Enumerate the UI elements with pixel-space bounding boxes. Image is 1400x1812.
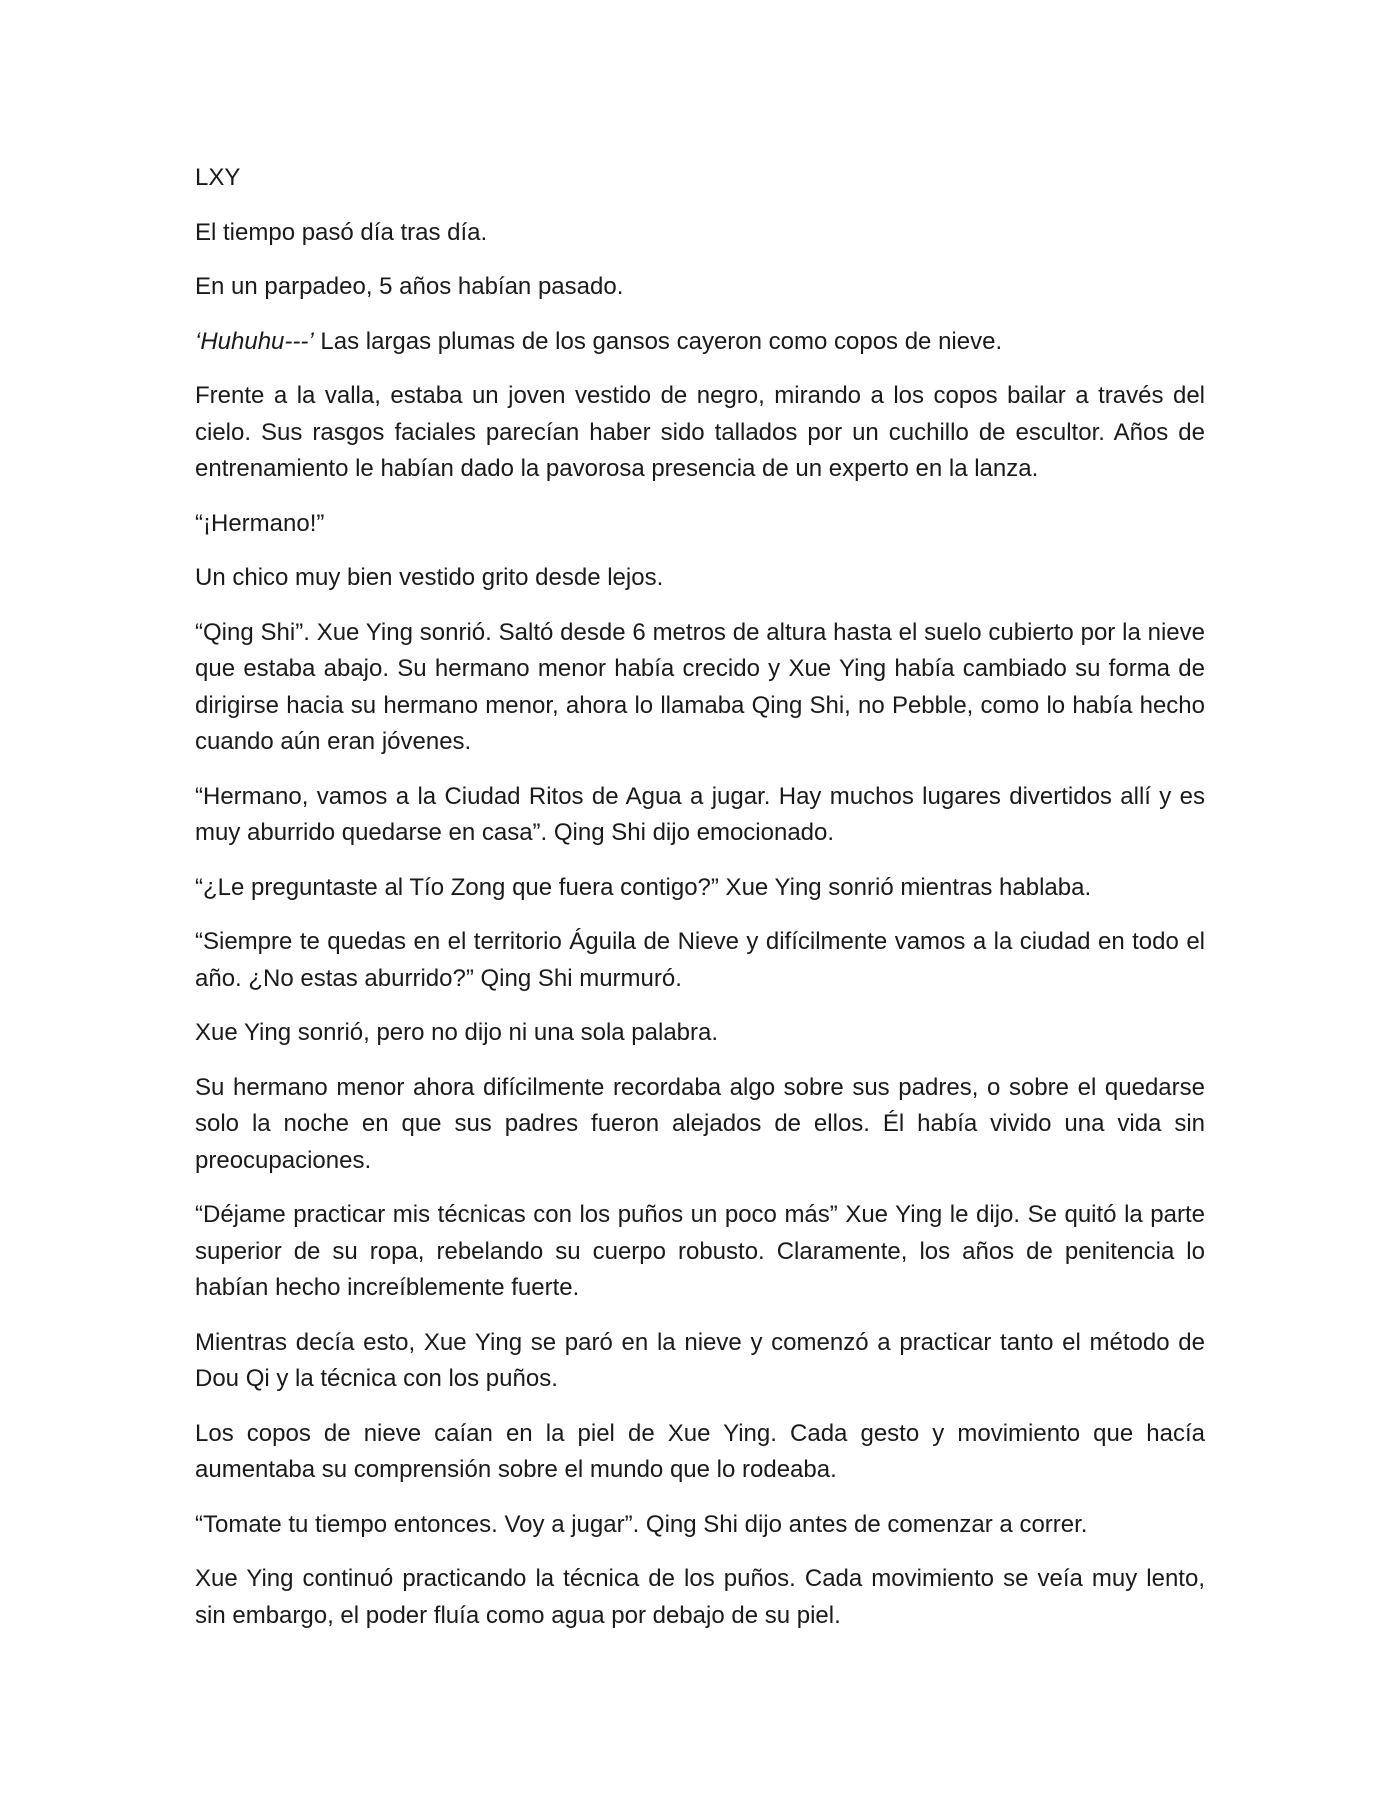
- paragraph-13: “Déjame practicar mis técnicas con los puños un poco más” Xue Ying le dijo. Se quitó la parte superior de su ropa, rebelando su cuerpo robusto. Claramente, los años de penitencia lo habían hecho increíblemente fuerte.: [195, 1201, 1205, 1301]
- paragraph-3-text: Las largas plumas de los gansos cayeron como copos de nieve.: [313, 327, 1003, 355]
- paragraph-5: “¡Hermano!”: [195, 509, 325, 537]
- paragraph-2: En un parpadeo, 5 años habían pasado.: [195, 273, 624, 300]
- paragraph-4: Frente a la valla, estaba un joven vestido de negro, mirando a los copos bailar a través del cielo. Sus rasgos faciales parecían haber sido tallados por un cuchillo de escultor. Años de entrenamiento le habían dado la pavorosa presencia de un experto en la lanza.: [195, 382, 1205, 482]
- paragraph-14: Mientras decía esto, Xue Ying se paró en la nieve y comenzó a practicar tanto el método de Dou Qi y la técnica con los puños.: [195, 1328, 1205, 1392]
- paragraph-9: “¿Le preguntaste al Tío Zong que fuera contigo?” Xue Ying sonrió mientras hablaba.: [195, 873, 1092, 901]
- paragraph-15: Los copos de nieve caían en la piel de Xue Ying. Cada gesto y movimiento que hacía aumentaba su comprensión sobre el mundo que lo rodeaba.: [195, 1419, 1205, 1483]
- paragraph-3: [195, 324, 1205, 361]
- paragraph-11: Xue Ying sonrió, pero no dijo ni una sola palabra.: [195, 1019, 719, 1046]
- paragraph-7: “Qing Shi”. Xue Ying sonrió. Saltó desde 6 metros de altura hasta el suelo cubierto por la nieve que estaba abajo. Su hermano menor había crecido y Xue Ying había cambiado su forma de dirigirse hacia su hermano menor, ahora lo llamaba Qing Shi, no Pebble, como lo había hecho cuando aún eran jóvenes.: [195, 618, 1205, 755]
- paragraph-10: “Siempre te quedas en el territorio Águila de Nieve y difícilmente vamos a la ciudad en todo el año. ¿No estas aburrido?” Qing Shi murmuró.: [195, 928, 1205, 992]
- chapter-header: LXY: [195, 164, 241, 191]
- paragraph-1: El tiempo pasó día tras día.: [195, 218, 488, 246]
- paragraph-16: “Tomate tu tiempo entonces. Voy a jugar”. Qing Shi dijo antes de comenzar a correr.: [195, 1510, 1088, 1538]
- document-page: [195, 160, 1205, 1652]
- paragraph-6: Un chico muy bien vestido grito desde lejos.: [195, 564, 664, 591]
- onomatopoeia-text: ‘Huhuhu---’: [195, 327, 314, 355]
- paragraph-8: “Hermano, vamos a la Ciudad Ritos de Agua a jugar. Hay muchos lugares divertidos allí y es muy aburrido quedarse en casa”. Qing Shi dijo emocionado.: [195, 782, 1205, 846]
- paragraph-12: Su hermano menor ahora difícilmente recordaba algo sobre sus padres, o sobre el quedarse solo la noche en que sus padres fueron alejados de ellos. Él había vivido una vida sin preocupaciones.: [195, 1073, 1205, 1174]
- paragraph-17: Xue Ying continuó practicando la técnica de los puños. Cada movimiento se veía muy lento, sin embargo, el poder fluía como agua por debajo de su piel.: [195, 1565, 1205, 1629]
